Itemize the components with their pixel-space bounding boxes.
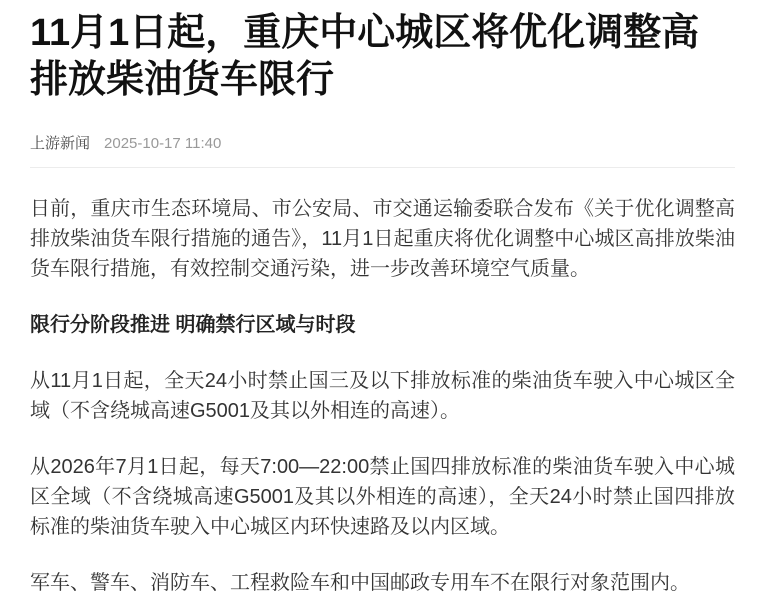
paragraph-intro: 日前，重庆市生态环境局、市公安局、市交通运输委联合发布《关于优化调整高排放柴油货车限行措施的通告》，11月1日起重庆将优化调整中心城区高排放柴油货车限行措施，有效控制交通污染，进一步改善环境空气质量。 [30, 198, 735, 280]
subheading-restriction-phases: 限行分阶段推进 明确禁行区域与时段 [30, 314, 356, 336]
article-title: 11月1日起，重庆中心城区将优化调整高排放柴油货车限行 [30, 12, 700, 101]
article-body [30, 194, 735, 598]
paragraph-phase1: 从11月1日起，全天24小时禁止国三及以下排放标准的柴油货车驶入中心城区全域（不含绕城高速G5001及其以外相连的高速）。 [30, 370, 735, 422]
article-meta [30, 134, 735, 154]
paragraph-phase2: 从2026年7月1日起，每天7:00—22:00禁止国四排放标准的柴油货车驶入中心城区全域（不含绕城高速G5001及其以外相连的高速），全天24小时禁止国四排放标准的柴油货车驶入中心城区内环快速路及以内区域。 [30, 456, 735, 538]
paragraph-exemptions: 军车、警车、消防车、工程救险车和中国邮政专用车不在限行对象范围内。 [30, 572, 690, 594]
header-divider [30, 167, 735, 168]
publish-datetime: 2025-10-17 11:40 [104, 135, 222, 152]
source-name: 上游新闻 [30, 135, 91, 152]
